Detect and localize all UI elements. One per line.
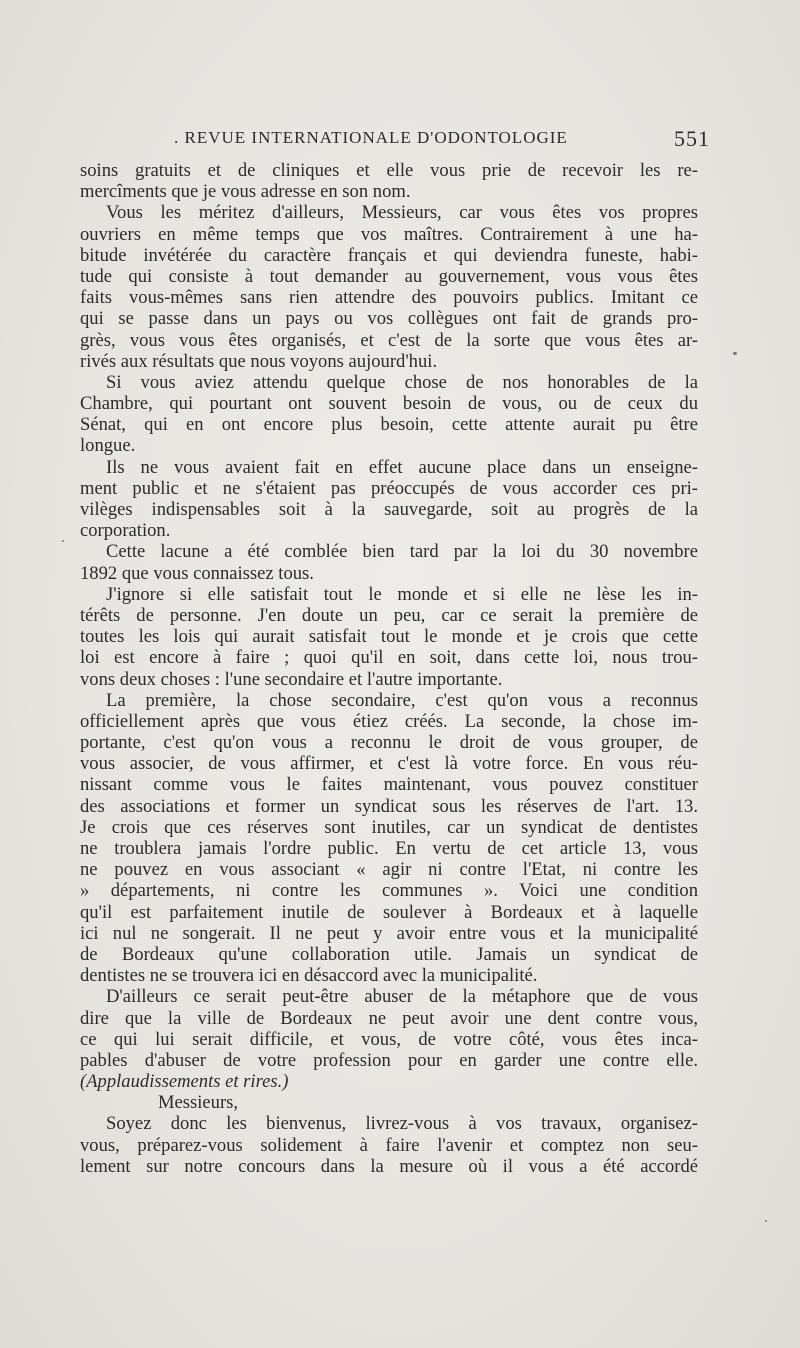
text-line: toutes les lois qui aurait satisfait tout le monde et je crois que cette — [80, 626, 698, 648]
text-line: ici nul ne songerait. Il ne peut y avoir entre vous et la municipalité — [80, 922, 698, 944]
text-line: rivés aux résultats que nous voyons aujourd'hui. — [80, 350, 438, 372]
text-line: dentistes ne se trouvera ici en désaccord avec la municipalité. — [80, 965, 538, 987]
stage-direction: (Applaudissements et rires.) — [80, 1071, 289, 1093]
text-line: Si vous aviez attendu quelque chose de nos honorables de la — [106, 371, 698, 393]
text-line: D'ailleurs ce serait peut-être abuser de la métaphore que de vous — [106, 986, 698, 1008]
text-line: ne troublera jamais l'ordre public. En vertu de cet article 13, vous — [80, 838, 698, 859]
text-line: grès, vous vous êtes organisés, et c'est de la sorte que vous êtes ar- — [80, 329, 698, 351]
text-line: Sénat, qui en ont encore plus besoin, cette attente aurait pu être — [80, 414, 698, 436]
text-line: » départements, ni contre les communes ». Voici une condition — [80, 880, 698, 902]
text-line: nissant comme vous le faites maintenant, vous pouvez constituer — [80, 774, 698, 796]
page-number: 551 — [674, 126, 710, 151]
text-line: qui se passe dans un pays ou vos collègues ont fait de grands pro- — [80, 308, 698, 330]
text-line: vilèges indispensables soit à la sauvegarde, soit au progrès de la — [80, 499, 698, 520]
text-line: corporation. — [80, 520, 171, 542]
text-line: vous associer, de vous affirmer, et c'est là votre force. En vous réu- — [80, 753, 698, 775]
text-line: longue. — [80, 435, 136, 457]
text-line: lement sur notre concours dans la mesure où il vous a été accordé — [80, 1155, 698, 1177]
text-line: térêts de personne. J'en doute un peu, car ce serait la première de — [80, 604, 698, 626]
text-line: qu'il est parfaitement inutile de soulever à Bordeaux et à laquelle — [80, 901, 698, 923]
text-line: Cette lacune a été comblée bien tard par la loi du 30 novembre — [106, 541, 698, 563]
journal-title: . REVUE INTERNATIONALE D'ODONTOLOGIE — [174, 128, 568, 147]
text-line: La première, la chose secondaire, c'est qu'on vous a reconnus — [106, 689, 698, 711]
text-line: soins gratuits et de cliniques et elle vous prie de recevoir les re- — [80, 160, 698, 181]
salutation: Messieurs, — [158, 1092, 239, 1114]
text-line: de Bordeaux qu'une collaboration utile. Jamais un syndicat de — [80, 943, 698, 965]
text-line: bitude invétérée du caractère français et qui deviendra funeste, habi- — [80, 244, 698, 266]
text-line: portante, c'est qu'on vous a reconnu le droit de vous grouper, de — [80, 732, 698, 754]
text-line: des associations et former un syndicat sous les réserves de l'art. 13. — [80, 795, 698, 817]
text-line: dire que la ville de Bordeaux ne peut avoir une dent contre vous, — [80, 1007, 698, 1029]
text-line: ne pouvez en vous associant « agir ni contre l'Etat, ni contre les — [80, 859, 698, 881]
text-line: tude qui consiste à tout demander au gouvernement, vous vous êtes — [80, 265, 698, 287]
text-line: faits vous-mêmes sans rien attendre des pouvoirs publics. Imitant ce — [80, 287, 698, 309]
text-line: pables d'abuser de votre profession pour en garder une contre elle. — [80, 1049, 698, 1071]
text-line: Ils ne vous avaient fait en effet aucune place dans un enseigne- — [106, 456, 698, 478]
body-text — [80, 160, 698, 1177]
text-line: officiellement après que vous étiez créés. La seconde, la chose im- — [80, 710, 698, 732]
text-line: Vous les méritez d'ailleurs, Messieurs, car vous êtes vos propres — [106, 202, 698, 224]
text-line: Je crois que ces réserves sont inutiles, car un syndicat de dentistes — [80, 816, 698, 838]
text-line: ment public et ne s'étaient pas préoccupés de vous accorder ces pri- — [80, 477, 698, 499]
text-line: 1892 que vous connaissez tous. — [80, 562, 314, 584]
text-line: loi est encore à faire ; quoi qu'il en soit, dans cette loi, nous trou- — [80, 647, 698, 669]
text-line: ce qui lui serait difficile, et vous, de votre côté, vous êtes inca- — [80, 1028, 698, 1050]
running-header — [80, 128, 710, 158]
text-line: Soyez donc les bienvenus, livrez-vous à vos travaux, organisez- — [106, 1113, 698, 1135]
text-line: Chambre, qui pourtant ont souvent besoin de vous, ou de ceux du — [80, 393, 698, 415]
text-line: ouvriers en même temps que vos maîtres. Contrairement à une ha- — [80, 223, 698, 245]
text-line: J'ignore si elle satisfait tout le monde et si elle ne lèse les in- — [106, 583, 698, 605]
text-line: vons deux choses : l'une secondaire et l'autre importante. — [80, 668, 503, 690]
text-line: mercîments que je vous adresse en son nom. — [80, 181, 411, 203]
text-line: vous, préparez-vous solidement à faire l'avenir et comptez non seu- — [80, 1134, 698, 1156]
